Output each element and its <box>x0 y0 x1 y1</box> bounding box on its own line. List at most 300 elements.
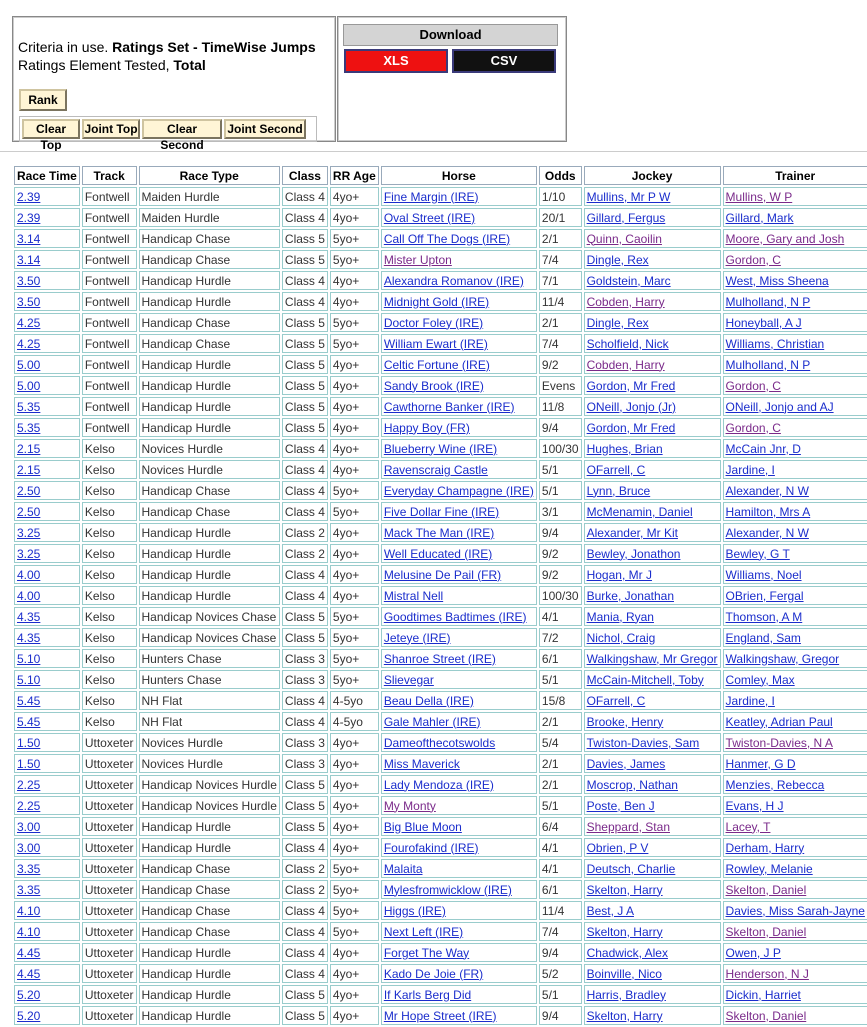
class: Class 4 <box>282 208 328 227</box>
jockey-link[interactable]: Sheppard, Stan <box>586 819 670 834</box>
class: Class 5 <box>282 628 328 647</box>
horse-link[interactable]: Shanroe Street (IRE) <box>383 651 496 666</box>
race-time <box>14 565 80 584</box>
horse <box>381 670 537 689</box>
criteria-panel <box>12 16 336 152</box>
race-time-link[interactable]: 4.10 <box>17 924 41 939</box>
jockey-link[interactable]: Bewley, Jonathon <box>586 546 681 561</box>
rr-age: 4-5yo <box>330 691 379 710</box>
odds: 7/4 <box>539 334 582 353</box>
horse-link[interactable]: Mylesfromwicklow (IRE) <box>383 882 512 897</box>
jockey-link[interactable]: Hogan, Mr J <box>586 567 652 582</box>
horse <box>381 544 537 563</box>
race-time-link[interactable]: 3.00 <box>17 819 41 834</box>
trainer-link[interactable]: Mullins, W P <box>725 189 793 204</box>
table-row <box>14 544 867 563</box>
horse-link[interactable]: Dameofthecotswolds <box>383 735 496 750</box>
race-time-link[interactable]: 5.35 <box>17 399 41 414</box>
horse-link[interactable]: Blueberry Wine (IRE) <box>383 441 498 456</box>
jockey-link[interactable]: Deutsch, Charlie <box>586 861 676 876</box>
race-type: Novices Hurdle <box>139 439 280 458</box>
rr-age: 4yo+ <box>330 754 379 773</box>
trainer <box>723 817 867 836</box>
jockey <box>584 733 721 752</box>
trainer-link[interactable]: Skelton, Daniel <box>725 924 807 939</box>
trainer-link[interactable]: Alexander, N W <box>725 483 809 498</box>
odds: 2/1 <box>539 712 582 731</box>
criteria-element: Total <box>173 57 206 73</box>
horse-link[interactable]: Five Dollar Fine (IRE) <box>383 504 500 519</box>
race-time <box>14 691 80 710</box>
race-time-link[interactable]: 5.20 <box>17 1008 41 1023</box>
race-time <box>14 796 80 815</box>
trainer-link[interactable]: Skelton, Daniel <box>725 1008 807 1023</box>
race-time-link[interactable]: 3.50 <box>17 273 41 288</box>
jockey-link[interactable]: Mania, Ryan <box>586 609 654 624</box>
race-type: Handicap Novices Chase <box>139 607 280 626</box>
trainer-link[interactable]: England, Sam <box>725 630 801 645</box>
horse-link[interactable]: Oval Street (IRE) <box>383 210 476 225</box>
trainer <box>723 418 867 437</box>
horse <box>381 292 537 311</box>
race-type: Handicap Hurdle <box>139 838 280 857</box>
horse-link[interactable]: Malaita <box>383 861 423 876</box>
rr-age: 4yo+ <box>330 964 379 983</box>
trainer-link[interactable]: Henderson, N J <box>725 966 809 981</box>
trainer-link[interactable]: Gillard, Mark <box>725 210 794 225</box>
jockey-link[interactable]: Alexander, Mr Kit <box>586 525 678 540</box>
table-row <box>14 754 867 773</box>
col-race-type[interactable]: Race Type <box>139 166 280 185</box>
jockey-link[interactable]: ONeill, Jonjo (Jr) <box>586 399 676 414</box>
col-class[interactable]: Class <box>282 166 328 185</box>
horse-link[interactable]: Kado De Joie (FR) <box>383 966 484 981</box>
col-rr-age[interactable]: RR Age <box>330 166 379 185</box>
trainer <box>723 502 867 521</box>
race-time-link[interactable]: 5.45 <box>17 714 41 729</box>
horse <box>381 922 537 941</box>
col-horse[interactable]: Horse <box>381 166 537 185</box>
trainer-link[interactable]: Twiston-Davies, N A <box>725 735 833 750</box>
rr-age: 4yo+ <box>330 376 379 395</box>
rr-age: 5yo+ <box>330 880 379 899</box>
trainer-link[interactable]: Davies, Miss Sarah-Jayne <box>725 903 865 918</box>
race-time <box>14 901 80 920</box>
track: Uttoxeter <box>82 796 137 815</box>
horse-link[interactable]: Next Left (IRE) <box>383 924 464 939</box>
jockey-link[interactable]: McMenamin, Daniel <box>586 504 693 519</box>
jockey-link[interactable]: Best, J A <box>586 903 634 918</box>
race-time-link[interactable]: 3.35 <box>17 861 41 876</box>
rr-age: 5yo+ <box>330 313 379 332</box>
horse-link[interactable]: Gale Mahler (IRE) <box>383 714 481 729</box>
race-time-link[interactable]: 3.00 <box>17 840 41 855</box>
track: Fontwell <box>82 187 137 206</box>
horse-link[interactable]: Slievegar <box>383 672 434 687</box>
horse-link[interactable]: Everyday Champagne (IRE) <box>383 483 534 498</box>
race-time-link[interactable]: 3.25 <box>17 546 41 561</box>
jockey-link[interactable]: Boinville, Nico <box>586 966 662 981</box>
jockey <box>584 565 721 584</box>
trainer <box>723 691 867 710</box>
race-time-link[interactable]: 3.14 <box>17 231 41 246</box>
trainer-link[interactable]: Honeyball, A J <box>725 315 802 330</box>
race-time-link[interactable]: 4.35 <box>17 630 41 645</box>
jockey-link[interactable]: Nichol, Craig <box>586 630 656 645</box>
track: Kelso <box>82 565 137 584</box>
table-row <box>14 628 867 647</box>
race-time-link[interactable]: 4.45 <box>17 966 41 981</box>
track: Fontwell <box>82 229 137 248</box>
trainer-link[interactable]: Williams, Christian <box>725 336 825 351</box>
horse-link[interactable]: Sandy Brook (IRE) <box>383 378 484 393</box>
jockey <box>584 817 721 836</box>
horse-link[interactable]: Cawthorne Banker (IRE) <box>383 399 515 414</box>
trainer-link[interactable]: Keatley, Adrian Paul <box>725 714 833 729</box>
race-time-link[interactable]: 4.35 <box>17 609 41 624</box>
trainer-link[interactable]: McCain Jnr, D <box>725 441 801 456</box>
class: Class 5 <box>282 817 328 836</box>
class: Class 5 <box>282 796 328 815</box>
race-time-link[interactable]: 4.25 <box>17 336 41 351</box>
race-time-link[interactable]: 1.50 <box>17 756 41 771</box>
jockey-link[interactable]: Brooke, Henry <box>586 714 664 729</box>
trainer <box>723 754 867 773</box>
trainer-link[interactable]: ONeill, Jonjo and AJ <box>725 399 834 414</box>
jockey <box>584 1006 721 1025</box>
table-row <box>14 880 867 899</box>
col-odds[interactable]: Odds <box>539 166 582 185</box>
horse <box>381 754 537 773</box>
jockey <box>584 376 721 395</box>
race-time-link[interactable]: 2.15 <box>17 462 41 477</box>
trainer-link[interactable]: West, Miss Sheena <box>725 273 829 288</box>
trainer-link[interactable]: Thomson, A M <box>725 609 803 624</box>
race-time-link[interactable]: 3.14 <box>17 252 41 267</box>
trainer-link[interactable]: Rowley, Melanie <box>725 861 813 876</box>
race-time <box>14 208 80 227</box>
table-row <box>14 1006 867 1025</box>
rr-age: 5yo+ <box>330 607 379 626</box>
trainer-link[interactable]: Gordon, C <box>725 378 781 393</box>
race-time <box>14 880 80 899</box>
horse-link[interactable]: Fourofakind (IRE) <box>383 840 479 855</box>
jockey-link[interactable]: Cobden, Harry <box>586 357 665 372</box>
odds: 6/1 <box>539 649 582 668</box>
track: Fontwell <box>82 397 137 416</box>
class: Class 5 <box>282 334 328 353</box>
jockey-link[interactable]: Chadwick, Alex <box>586 945 668 960</box>
class: Class 5 <box>282 313 328 332</box>
jockey-link[interactable]: Harris, Bradley <box>586 987 666 1002</box>
horse-link[interactable]: William Ewart (IRE) <box>383 336 488 351</box>
trainer <box>723 1006 867 1025</box>
race-type: Handicap Chase <box>139 334 280 353</box>
trainer <box>723 733 867 752</box>
trainer <box>723 964 867 983</box>
race-time-link[interactable]: 1.50 <box>17 735 41 750</box>
trainer <box>723 439 867 458</box>
horse-link[interactable]: Celtic Fortune (IRE) <box>383 357 490 372</box>
table-row <box>14 418 867 437</box>
class: Class 4 <box>282 691 328 710</box>
trainer-link[interactable]: Menzies, Rebecca <box>725 777 825 792</box>
horse-link[interactable]: Well Educated (IRE) <box>383 546 493 561</box>
class: Class 4 <box>282 292 328 311</box>
race-time <box>14 544 80 563</box>
track: Kelso <box>82 691 137 710</box>
track: Kelso <box>82 502 137 521</box>
horse-link[interactable]: If Karls Berg Did <box>383 987 472 1002</box>
race-type: Handicap Hurdle <box>139 418 280 437</box>
jockey <box>584 292 721 311</box>
criteria-ratings-set: Ratings Set - TimeWise Jumps <box>112 39 316 55</box>
race-time-link[interactable]: 2.39 <box>17 189 41 204</box>
trainer-link[interactable]: Mulholland, N P <box>725 294 811 309</box>
csv-download-button[interactable]: CSV <box>452 49 556 73</box>
horse-link[interactable]: Big Blue Moon <box>383 819 462 834</box>
col-jockey[interactable]: Jockey <box>584 166 721 185</box>
horse-link[interactable]: Mack The Man (IRE) <box>383 525 495 540</box>
jockey-link[interactable]: Cobden, Harry <box>586 294 665 309</box>
rr-age: 4yo+ <box>330 943 379 962</box>
rr-age: 5yo+ <box>330 901 379 920</box>
trainer-link[interactable]: Gordon, C <box>725 420 781 435</box>
horse-link[interactable]: Jeteye (IRE) <box>383 630 451 645</box>
race-time-link[interactable]: 2.15 <box>17 441 41 456</box>
clear-top-button[interactable]: Clear Top <box>22 119 80 139</box>
horse-link[interactable]: Forget The Way <box>383 945 470 960</box>
trainer-link[interactable]: Owen, J P <box>725 945 781 960</box>
track: Kelso <box>82 712 137 731</box>
class: Class 4 <box>282 565 328 584</box>
rr-age: 4yo+ <box>330 565 379 584</box>
trainer <box>723 859 867 878</box>
trainer <box>723 922 867 941</box>
race-time-link[interactable]: 4.00 <box>17 588 41 603</box>
race-type: Handicap Chase <box>139 880 280 899</box>
class: Class 5 <box>282 376 328 395</box>
clear-second-button[interactable]: Clear Second <box>142 119 222 139</box>
jockey-link[interactable]: Walkingshaw, Mr Gregor <box>586 651 718 666</box>
odds: 4/1 <box>539 838 582 857</box>
odds: 6/4 <box>539 817 582 836</box>
odds: 7/4 <box>539 922 582 941</box>
jockey-link[interactable]: Skelton, Harry <box>586 882 663 897</box>
class: Class 2 <box>282 880 328 899</box>
jockey-link[interactable]: McCain-Mitchell, Toby <box>586 672 704 687</box>
trainer-link[interactable]: Derham, Harry <box>725 840 805 855</box>
race-time-link[interactable]: 5.20 <box>17 987 41 1002</box>
track: Uttoxeter <box>82 733 137 752</box>
trainer-link[interactable]: Jardine, I <box>725 693 775 708</box>
race-time-link[interactable]: 5.10 <box>17 672 41 687</box>
race-type: NH Flat <box>139 712 280 731</box>
horse-link[interactable]: Happy Boy (FR) <box>383 420 470 435</box>
trainer-link[interactable]: Jardine, I <box>725 462 775 477</box>
jockey-link[interactable]: Davies, James <box>586 756 666 771</box>
table-row <box>14 922 867 941</box>
jockey-link[interactable]: Goldstein, Marc <box>586 273 671 288</box>
trainer-link[interactable]: Comley, Max <box>725 672 795 687</box>
race-time-link[interactable]: 4.00 <box>17 567 41 582</box>
jockey-link[interactable]: Burke, Jonathan <box>586 588 674 603</box>
class: Class 4 <box>282 943 328 962</box>
trainer-link[interactable]: Mulholland, N P <box>725 357 811 372</box>
race-time-link[interactable]: 5.00 <box>17 357 41 372</box>
rr-age: 4yo+ <box>330 586 379 605</box>
jockey-link[interactable]: Gillard, Fergus <box>586 210 666 225</box>
horse-link[interactable]: Lady Mendoza (IRE) <box>383 777 494 792</box>
race-type: Handicap Chase <box>139 901 280 920</box>
race-time-link[interactable]: 3.25 <box>17 525 41 540</box>
horse-link[interactable]: Call Off The Dogs (IRE) <box>383 231 511 246</box>
horse-link[interactable]: Mister Upton <box>383 252 452 267</box>
odds: 7/2 <box>539 628 582 647</box>
jockey-link[interactable]: Gordon, Mr Fred <box>586 378 676 393</box>
jockey-link[interactable]: Scholfield, Nick <box>586 336 669 351</box>
track: Uttoxeter <box>82 985 137 1004</box>
col-race-time[interactable]: Race Time <box>14 166 80 185</box>
jockey <box>584 334 721 353</box>
class: Class 4 <box>282 901 328 920</box>
race-time <box>14 460 80 479</box>
horse-link[interactable]: Beau Della (IRE) <box>383 693 474 708</box>
xls-download-button[interactable]: XLS <box>344 49 448 73</box>
rr-age: 4yo+ <box>330 439 379 458</box>
track: Kelso <box>82 670 137 689</box>
trainer-link[interactable]: OBrien, Fergal <box>725 588 804 603</box>
race-time <box>14 712 80 731</box>
trainer-link[interactable]: Williams, Noel <box>725 567 802 582</box>
race-time-link[interactable]: 4.45 <box>17 945 41 960</box>
jockey-link[interactable]: Hughes, Brian <box>586 441 663 456</box>
rr-age: 4yo+ <box>330 1006 379 1025</box>
joint-top-button[interactable]: Joint Top <box>82 119 140 139</box>
horse-link[interactable]: Higgs (IRE) <box>383 903 446 918</box>
class: Class 4 <box>282 502 328 521</box>
race-time-link[interactable]: 2.50 <box>17 504 41 519</box>
race-time-link[interactable]: 5.45 <box>17 693 41 708</box>
horse-link[interactable]: Goodtimes Badtimes (IRE) <box>383 609 527 624</box>
race-time-link[interactable]: 2.25 <box>17 798 41 813</box>
table-row <box>14 985 867 1004</box>
trainer-link[interactable]: Walkingshaw, Gregor <box>725 651 840 666</box>
trainer <box>723 376 867 395</box>
jockey-link[interactable]: Twiston-Davies, Sam <box>586 735 700 750</box>
jockey <box>584 250 721 269</box>
horse <box>381 187 537 206</box>
race-time <box>14 628 80 647</box>
rr-age: 4yo+ <box>330 796 379 815</box>
joint-second-button[interactable]: Joint Second <box>224 119 306 139</box>
class: Class 3 <box>282 649 328 668</box>
horse-link[interactable]: Fine Margin (IRE) <box>383 189 479 204</box>
jockey <box>584 544 721 563</box>
results-body <box>14 187 867 1025</box>
track: Fontwell <box>82 292 137 311</box>
jockey-link[interactable]: Poste, Ben J <box>586 798 655 813</box>
jockey-link[interactable]: Skelton, Harry <box>586 1008 663 1023</box>
race-time-link[interactable]: 2.39 <box>17 210 41 225</box>
table-row <box>14 586 867 605</box>
trainer-link[interactable]: Hamilton, Mrs A <box>725 504 811 519</box>
trainer-link[interactable]: Dickin, Harriet <box>725 987 801 1002</box>
table-row <box>14 355 867 374</box>
horse <box>381 334 537 353</box>
horse-link[interactable]: Miss Maverick <box>383 756 460 771</box>
race-time-link[interactable]: 3.35 <box>17 882 41 897</box>
jockey-link[interactable]: Dingle, Rex <box>586 252 649 267</box>
trainer-link[interactable]: Bewley, G T <box>725 546 790 561</box>
race-time-link[interactable]: 3.50 <box>17 294 41 309</box>
col-track[interactable]: Track <box>82 166 137 185</box>
horse <box>381 565 537 584</box>
jockey-link[interactable]: Obrien, P V <box>586 840 649 855</box>
trainer-link[interactable]: Gordon, C <box>725 252 781 267</box>
jockey-link[interactable]: Quinn, Caoilin <box>586 231 662 246</box>
track: Kelso <box>82 607 137 626</box>
race-time-link[interactable]: 2.25 <box>17 777 41 792</box>
jockey-link[interactable]: Dingle, Rex <box>586 315 649 330</box>
race-time-link[interactable]: 5.35 <box>17 420 41 435</box>
race-time-link[interactable]: 2.50 <box>17 483 41 498</box>
rank-button[interactable]: Rank <box>19 89 67 111</box>
class: Class 4 <box>282 460 328 479</box>
horse-link[interactable]: Ravenscraig Castle <box>383 462 488 477</box>
jockey <box>584 208 721 227</box>
track: Fontwell <box>82 355 137 374</box>
jockey <box>584 271 721 290</box>
jockey-link[interactable]: OFarrell, C <box>586 462 646 477</box>
race-type: Handicap Hurdle <box>139 271 280 290</box>
race-time-link[interactable]: 5.10 <box>17 651 41 666</box>
trainer-link[interactable]: Alexander, N W <box>725 525 809 540</box>
race-time <box>14 733 80 752</box>
horse-link[interactable]: Mr Hope Street (IRE) <box>383 1008 497 1023</box>
horse <box>381 817 537 836</box>
jockey-link[interactable]: Moscrop, Nathan <box>586 777 678 792</box>
horse-link[interactable]: Midnight Gold (IRE) <box>383 294 490 309</box>
trainer-link[interactable]: Skelton, Daniel <box>725 882 807 897</box>
table-row <box>14 334 867 353</box>
horse <box>381 502 537 521</box>
horse-link[interactable]: Melusine De Pail (FR) <box>383 567 502 582</box>
odds: 4/1 <box>539 859 582 878</box>
race-time-link[interactable]: 5.00 <box>17 378 41 393</box>
trainer-link[interactable]: Lacey, T <box>725 819 771 834</box>
race-time-link[interactable]: 4.10 <box>17 903 41 918</box>
col-trainer[interactable]: Trainer <box>723 166 867 185</box>
jockey-link[interactable]: OFarrell, C <box>586 693 646 708</box>
horse <box>381 481 537 500</box>
trainer-link[interactable]: Hanmer, G D <box>725 756 796 771</box>
class: Class 5 <box>282 229 328 248</box>
trainer-link[interactable]: Moore, Gary and Josh <box>725 231 845 246</box>
jockey-link[interactable]: Skelton, Harry <box>586 924 663 939</box>
jockey-link[interactable]: Gordon, Mr Fred <box>586 420 676 435</box>
horse <box>381 439 537 458</box>
race-type: Handicap Hurdle <box>139 943 280 962</box>
race-time-link[interactable]: 4.25 <box>17 315 41 330</box>
horse-link[interactable]: Alexandra Romanov (IRE) <box>383 273 524 288</box>
horse-link[interactable]: Doctor Foley (IRE) <box>383 315 484 330</box>
jockey-link[interactable]: Lynn, Bruce <box>586 483 651 498</box>
horse-link[interactable]: My Monty <box>383 798 436 813</box>
trainer-link[interactable]: Evans, H J <box>725 798 784 813</box>
jockey-link[interactable]: Mullins, Mr P W <box>586 189 671 204</box>
horse-link[interactable]: Mistral Nell <box>383 588 444 603</box>
